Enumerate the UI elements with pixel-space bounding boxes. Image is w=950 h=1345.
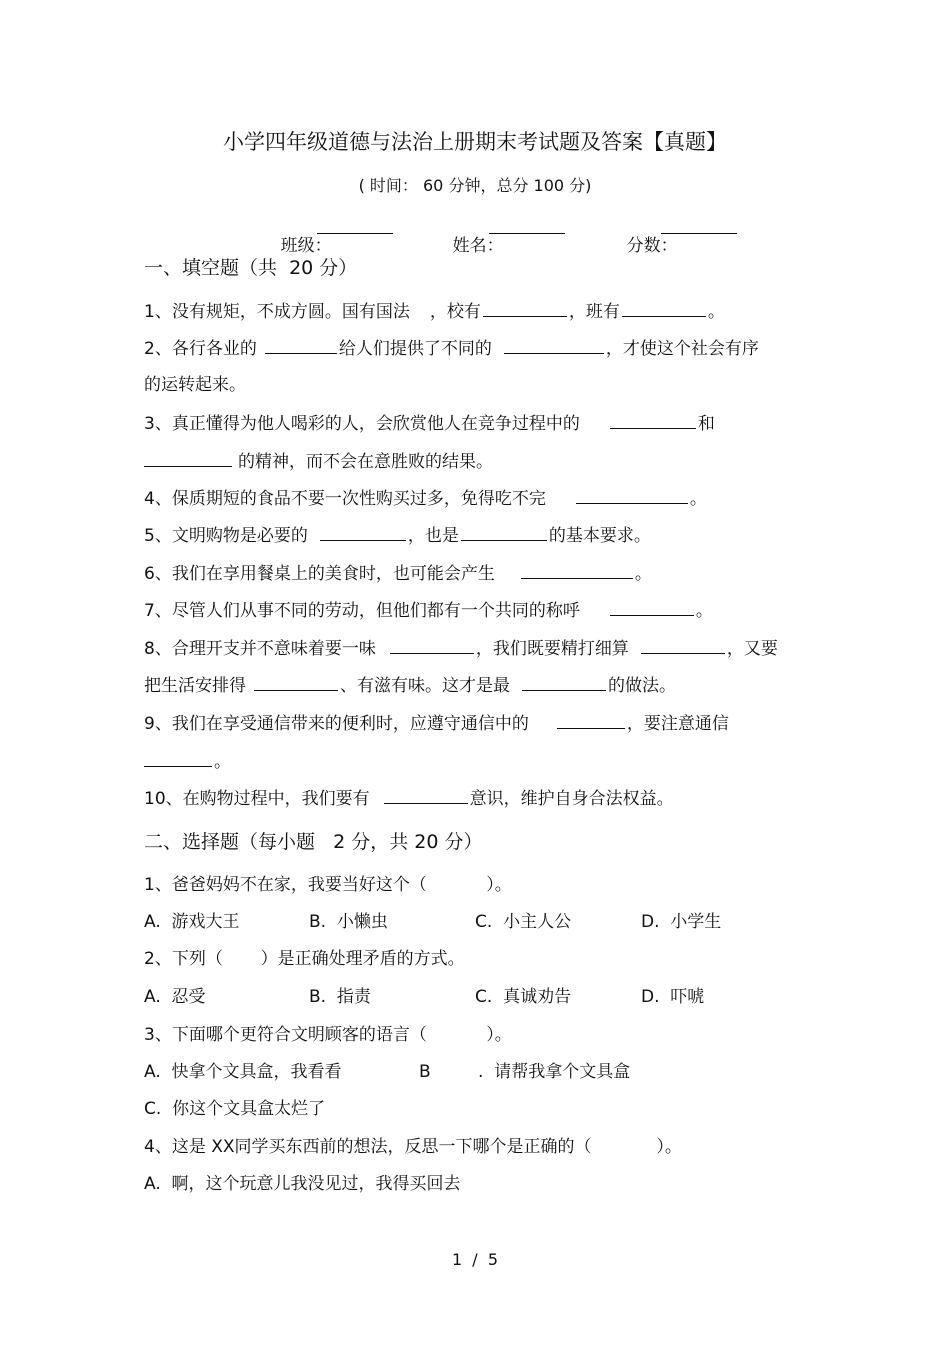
fill-q6	[144, 562, 652, 585]
fill-q9-cont	[144, 750, 231, 773]
q4-text-a: 4、保质期短的食品不要一次性购买过多，免得吃不完	[144, 489, 546, 509]
q3-blank-2[interactable]	[144, 450, 232, 467]
q1-text-a: 1、没有规矩，不成方圆。国有国法	[144, 302, 410, 322]
q5-blank-1[interactable]	[320, 524, 406, 541]
q2-text-b: 给人们提供了不同的	[338, 339, 492, 359]
q2-text-a: 2、各行各业的	[144, 339, 257, 359]
q8-blank-2[interactable]	[641, 637, 725, 654]
q3-text-a: 3、真正懂得为他人喝彩的人，会欣赏他人在竞争过程中的	[144, 414, 580, 434]
q3-text-b: 和	[697, 414, 715, 434]
q5-blank-2[interactable]	[461, 524, 547, 541]
q8-blank-4[interactable]	[522, 674, 606, 691]
q9-blank-2[interactable]	[144, 750, 212, 767]
q8-text-e: 、有滋有味。这才是最	[340, 676, 510, 696]
q1-text-c: ，班有	[568, 302, 620, 322]
q1-text-b: ，校有	[429, 302, 481, 322]
q9-text-a: 9、我们在享受通信带来的便利时，应遵守通信中的	[144, 714, 529, 734]
q5-text-b: ，也是	[407, 526, 459, 546]
q8-blank-3[interactable]	[254, 674, 338, 691]
fill-q8-cont	[144, 674, 676, 697]
page-number: 1 / 5	[451, 1250, 499, 1269]
choice-q1-option-c[interactable]: C. 小主人公	[475, 912, 572, 932]
choice-q4-option-a[interactable]: A. 啊，这个玩意儿我没见过，我得买回去	[144, 1174, 461, 1194]
fill-q7	[144, 599, 713, 622]
q7-text-a: 7、尽管人们从事不同的劳动，但他们都有一个共同的称呼	[144, 601, 580, 621]
q2-text-c: ，才使这个社会有序	[605, 339, 759, 359]
class-field	[259, 213, 332, 256]
choice-q1-option-d[interactable]: D. 小学生	[641, 912, 722, 932]
choice-q1-option-a[interactable]: A. 游戏大王	[144, 912, 240, 932]
name-blank[interactable]	[489, 233, 565, 234]
fill-q2	[144, 337, 759, 360]
fill-q4	[144, 487, 707, 510]
choice-q3-option-c[interactable]: C. 你这个文具盒太烂了	[144, 1099, 326, 1119]
q9-text-c: 。	[214, 752, 231, 772]
q8-blank-1[interactable]	[390, 637, 474, 654]
fill-q3	[144, 412, 715, 435]
choice-q3-option-b-text[interactable]: . 请帮我拿个文具盒	[478, 1062, 631, 1082]
q6-blank[interactable]	[521, 562, 633, 579]
page-title: 小学四年级道德与法治上册期末考试题及答案【真题】	[223, 130, 727, 154]
choice-q1-stem: 1、爸爸妈妈不在家，我要当好这个（ ）。	[144, 875, 512, 895]
q6-text-b: 。	[634, 564, 652, 584]
q4-text-b: 。	[689, 489, 707, 509]
q5-text-a: 5、文明购物是必要的	[144, 526, 308, 546]
q3-text-c: 的精神，而不会在意胜败的结果。	[238, 452, 493, 472]
score-label: 分数：	[626, 236, 678, 256]
exam-subtitle: ( 时间： 60 分钟，总分 100 分)	[358, 176, 592, 195]
section2-heading: 二、选择题（每小题 2 分，共 20 分）	[144, 831, 483, 853]
q7-blank[interactable]	[610, 599, 694, 616]
score-field	[605, 213, 678, 256]
q3-blank-1[interactable]	[610, 412, 696, 429]
class-label: 班级：	[280, 236, 332, 256]
fill-q9	[144, 712, 729, 735]
choice-q1-option-b[interactable]: B. 小懒虫	[309, 912, 388, 932]
fill-q8	[144, 637, 778, 660]
name-field	[431, 213, 504, 256]
choice-q2-stem: 2、下列（ ）是正确处理矛盾的方式。	[144, 949, 465, 969]
q10-text-b: 意识，维护自身合法权益。	[469, 789, 674, 809]
q7-text-b: 。	[695, 601, 713, 621]
choice-q2-option-b[interactable]: B. 指责	[309, 987, 371, 1007]
name-label: 姓名：	[452, 236, 504, 256]
q2-blank-1[interactable]	[265, 337, 337, 354]
q1-blank-school[interactable]	[483, 300, 567, 317]
q4-blank[interactable]	[576, 487, 688, 504]
fill-q5	[144, 524, 651, 547]
q1-text-d: 。	[707, 302, 725, 322]
choice-q2-option-c[interactable]: C. 真诚劝告	[475, 987, 572, 1007]
q8-text-c: ，又要	[726, 639, 778, 659]
choice-q3-option-a[interactable]: A. 快拿个文具盒，我看看	[144, 1062, 342, 1082]
section1-heading: 一、填空题（共 20 分）	[144, 257, 358, 279]
q8-text-f: 的做法。	[608, 676, 676, 696]
q1-blank-class[interactable]	[622, 300, 706, 317]
choice-q2-option-d[interactable]: D. 吓唬	[641, 987, 705, 1007]
q9-text-b: ，要注意通信	[626, 714, 729, 734]
score-blank[interactable]	[661, 233, 737, 234]
q8-text-d: 把生活安排得	[144, 676, 246, 696]
choice-q3-stem: 3、下面哪个更符合文明顾客的语言（ ）。	[144, 1025, 512, 1045]
q8-text-a: 8、合理开支并不意味着要一味	[144, 639, 376, 659]
choice-q3-option-b-letter[interactable]: B	[419, 1062, 431, 1082]
q6-text-a: 6、我们在享用餐桌上的美食时，也可能会产生	[144, 564, 495, 584]
q5-text-c: 的基本要求。	[548, 526, 651, 546]
choice-q4-stem: 4、这是 XX同学买东西前的想法，反思一下哪个是正确的（ ）。	[144, 1137, 682, 1157]
q8-text-b: ，我们既要精打细算	[475, 639, 629, 659]
q10-blank[interactable]	[384, 787, 468, 804]
fill-q2-cont: 的运转起来。	[144, 375, 246, 395]
fill-q10	[144, 787, 674, 810]
q2-blank-2[interactable]	[504, 337, 604, 354]
choice-q2-option-a[interactable]: A. 忍受	[144, 987, 206, 1007]
fill-q3-cont	[144, 450, 493, 473]
fill-q1	[144, 300, 725, 323]
class-blank[interactable]	[317, 233, 393, 234]
q10-text-a: 10、在购物过程中，我们要有	[144, 789, 370, 809]
q9-blank-1[interactable]	[557, 712, 625, 729]
